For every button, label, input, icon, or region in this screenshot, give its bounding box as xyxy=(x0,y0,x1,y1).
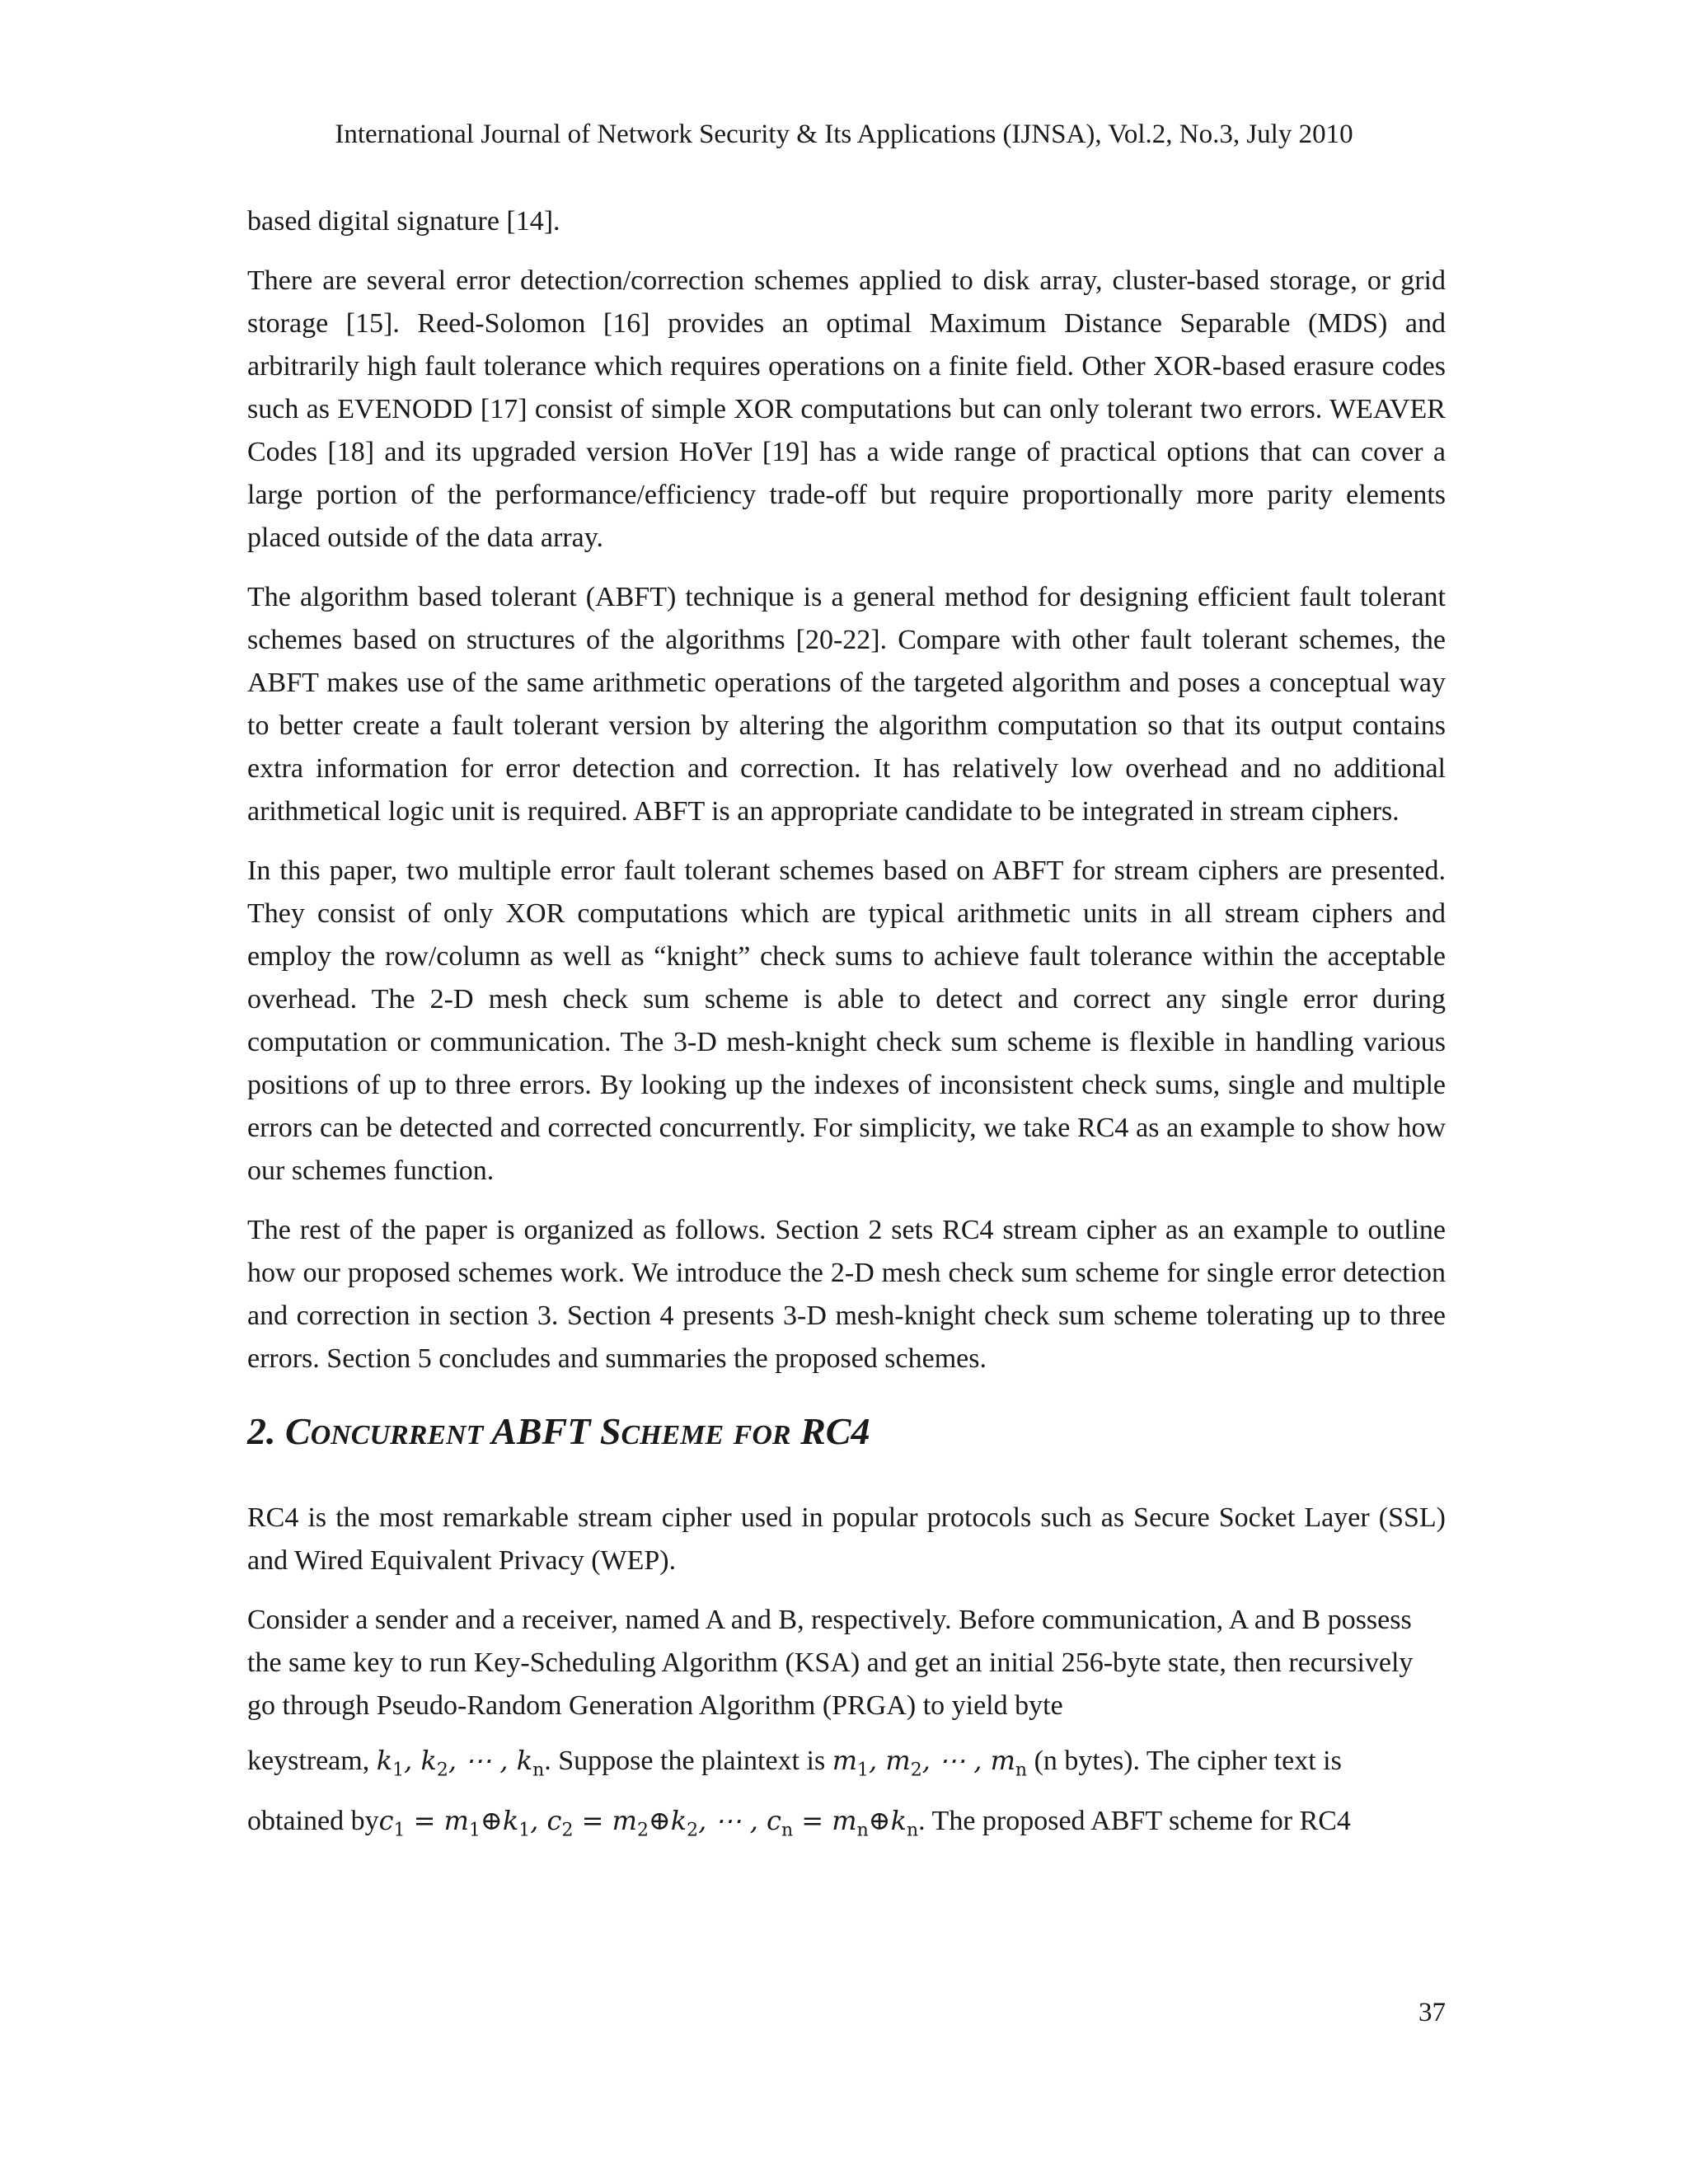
cipher-equations: $c_1$ = $m_1\oplus k_1$, $c_2$ = $m_2\oplus k_2$, ⋯ , $c_n$ = $m_n\oplus k_n$ xyxy=(378,1805,919,1841)
heading-word-abft: ABFT xyxy=(491,1410,591,1452)
keystream-symbol: $k_1$, $k_2$, ⋯ , $k_n$ xyxy=(376,1745,545,1781)
cipher-equation-line: obtained $byc_1 = m_1\oplus k_1$, $c_2$ = $m_2\oplus k_2$, ⋯ , $c_n$ = $m_n\oplus k_n$. The proposed ABFT scheme for RC4 xyxy=(247,1805,1351,1841)
heading-word-scheme: SCHEME xyxy=(599,1410,724,1452)
heading-word-rc4: RC4 xyxy=(800,1410,870,1452)
paragraph-proposed-schemes: In this paper, two multiple error fault tolerant schemes based on ABFT for stream ciphers are presented. They consist of only XOR computations which are typical arithmetic units in all stream ciphers and employ the row/column as well as “knight” check sums to achieve fault tolerance within the acceptable overhead. The 2-D mesh check sum scheme is able to detect and correct any single error during computation or communication. The 3-D mesh-knight check sum scheme is flexible in handling various positions of up to three errors. By looking up the indexes of inconsistent check sums, single and multiple errors can be detected and corrected concurrently. For simplicity, we take RC4 as an example to show how our schemes function. xyxy=(247,855,1446,1186)
section-heading xyxy=(247,1407,1446,1460)
paragraph-rc4-intro: RC4 is the most remarkable stream cipher used in popular protocols such as Secure Socket Layer (SSL) and Wired Equivalent Privacy (WEP). xyxy=(247,1502,1446,1576)
keystream-line: keystream, $k_1$, $k_2$, ⋯ , $k_n$. Suppose the plaintext is $m_1$, $m_2$, ⋯ , $m_n$ (n bytes). The cipher text is xyxy=(247,1745,1342,1781)
page-content xyxy=(247,200,1446,1859)
section-number: 2. xyxy=(247,1410,276,1452)
running-header: International Journal of Network Security & Its Applications (IJNSA), Vol.2, No.3, July 2010 xyxy=(335,120,1353,149)
paragraph-sender-receiver: Consider a sender and a receiver, named A and B, respectively. Before communication, A and B possess the same key to run Key-Scheduling Algorithm (KSA) and get an initial 256-byte state, then recursively go through Pseudo-Random Generation Algorithm (PRGA) to yield byte xyxy=(247,1605,1414,1721)
paragraph-continued: based digital signature [14]. xyxy=(247,206,560,237)
paragraph-error-correction-schemes: There are several error detection/correction schemes applied to disk array, cluster-based storage, or grid storage [15]. Reed-Solomon [16] provides an optimal Maximum Distance Separable (MDS) and arbitrarily high fault tolerance which requires operations on a finite field. Other XOR-based erasure codes such as EVENODD [17] consist of simple XOR computations but can only tolerant two errors. WEAVER Codes [18] and its upgraded version HoVer [19] has a wide range of practical options that can cover a large portion of the performance/efficiency trade-off but require proportionally more parity elements placed outside of the data array. xyxy=(247,265,1446,553)
page-number: 37 xyxy=(1418,1998,1446,2027)
heading-word-for: FOR xyxy=(733,1420,791,1451)
plaintext-symbol: $m_1$, $m_2$, ⋯ , $m_n$ xyxy=(832,1745,1028,1781)
heading-word-concurrent: CONCURRENT xyxy=(285,1410,484,1452)
paragraph-abft-technique: The algorithm based tolerant (ABFT) technique is a general method for designing efficient fault tolerant schemes based on structures of the algorithms [20-22]. Compare with other fault tolerant schemes, the ABFT makes use of the same arithmetic operations of the targeted algorithm and poses a conceptual way to better create a fault tolerant version by altering the algorithm computation so that its output contains extra information for error detection and correction. It has relatively low overhead and no additional arithmetical logic unit is required. ABFT is an appropriate candidate to be integrated in stream ciphers. xyxy=(247,582,1446,827)
paragraph-paper-organization: The rest of the paper is organized as follows. Section 2 sets RC4 stream cipher as an example to outline how our proposed schemes work. We introduce the 2-D mesh check sum scheme for single error detection and correction in section 3. Section 4 presents 3-D mesh-knight check sum scheme tolerating up to three errors. Section 5 concludes and summaries the proposed schemes. xyxy=(247,1215,1446,1374)
